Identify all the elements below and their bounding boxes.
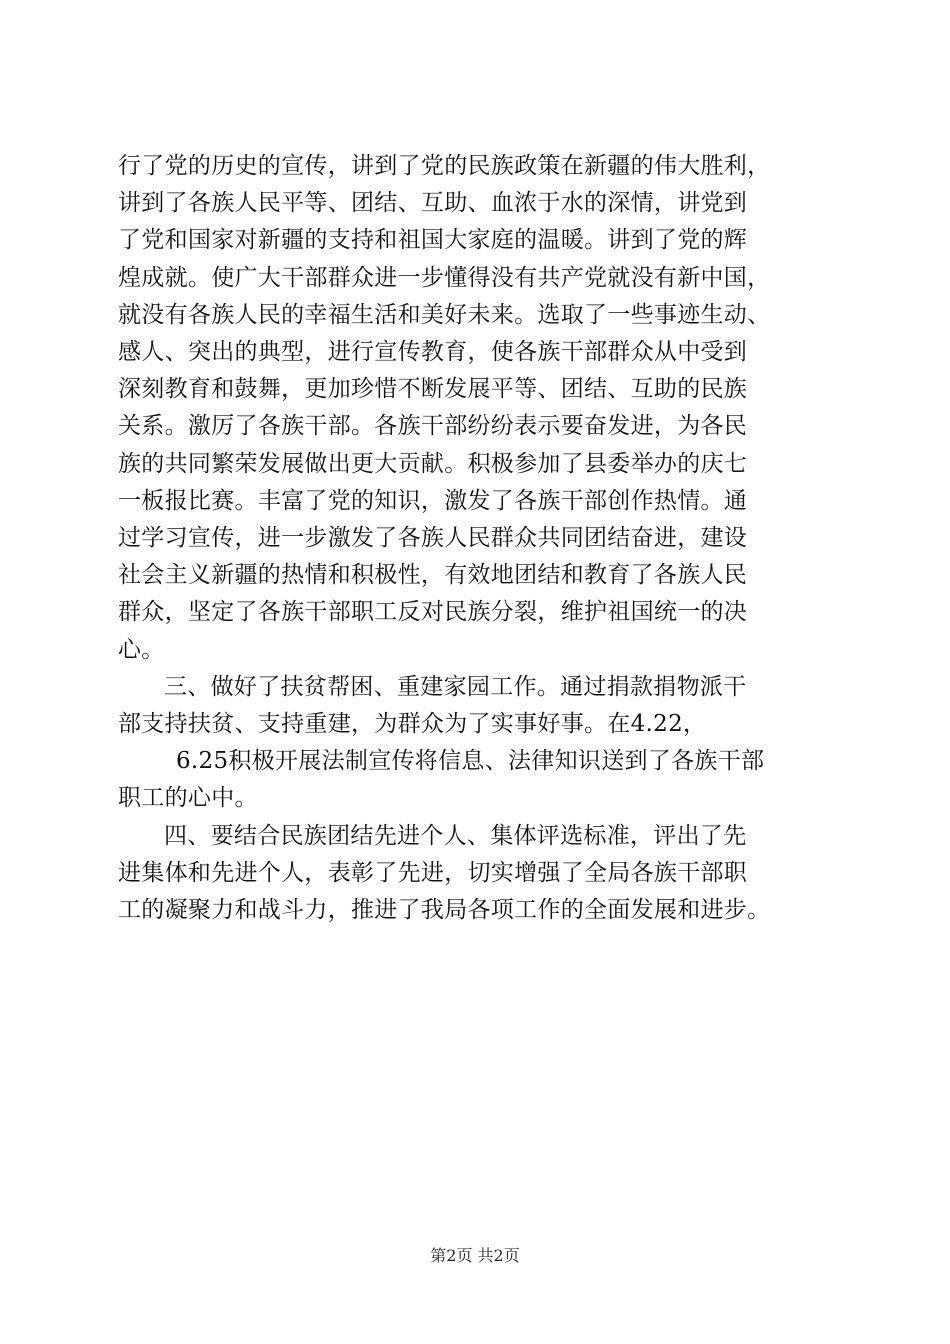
document-body <box>118 148 838 929</box>
text-line: 群众，坚定了各族干部职工反对民族分裂，维护祖国统一的决 <box>118 599 748 626</box>
text-line: 关系。激厉了各族干部。各族干部纷纷表示要奋发进，为各民 <box>118 413 748 440</box>
paragraph-poverty-relief <box>118 669 838 743</box>
text-line: 煌成就。使广大干部群众进一步懂得没有共产党就没有新中国， <box>118 264 771 291</box>
text-line: 三、做好了扶贫帮困、重建家园工作。通过捐款捐物派干 <box>164 673 747 700</box>
text-line: 进集体和先进个人，表彰了先进，切实增强了全局各族干部职 <box>118 859 748 886</box>
text-line: 工的凝聚力和战斗力，推进了我局各项工作的全面发展和进步。 <box>118 897 771 924</box>
text-line: 感人、突出的典型，进行宣传教育，使各族干部群众从中受到 <box>118 339 748 366</box>
text-line: 就没有各族人民的幸福生活和美好未来。选取了一些事迹生动、 <box>118 301 771 328</box>
text-line: 深刻教育和鼓舞，更加珍惜不断发展平等、团结、互助的民族 <box>118 376 748 403</box>
text-line: 部支持扶贫、支持重建，为群众为了实事好事。在4.22， <box>118 711 707 738</box>
text-line: 行了党的历史的宣传，讲到了党的民族政策在新疆的伟大胜利， <box>118 153 771 179</box>
text-line: 族的共同繁荣发展做出更大贡献。积极参加了县委举办的庆七 <box>118 450 748 477</box>
paragraph-ethnic-unity-awards <box>118 818 838 930</box>
text-line: 职工的心中。 <box>118 785 258 812</box>
paragraph-history-propaganda <box>118 148 838 669</box>
page-number-footer: 第2页 共2页 <box>430 1246 520 1265</box>
text-line: 四、要结合民族团结先进个人、集体评选标准，评出了先 <box>164 822 747 849</box>
text-line: 讲到了各族人民平等、团结、互助、血浓于水的深情，讲党到 <box>118 190 748 217</box>
text-line: 过学习宣传，进一步激发了各族人民群众共同团结奋进，建设 <box>118 525 748 552</box>
text-line: 心。 <box>118 636 165 663</box>
text-line: 了党和国家对新疆的支持和祖国大家庭的温暖。讲到了党的辉 <box>118 227 748 254</box>
text-line: 6.25积极开展法制宣传将信息、法律知识送到了各族干部 <box>176 748 765 775</box>
text-line: 一板报比赛。丰富了党的知识，激发了各族干部创作热情。通 <box>118 487 748 514</box>
paragraph-legal-propaganda <box>118 743 838 817</box>
text-line: 社会主义新疆的热情和积极性，有效地团结和教育了各族人民 <box>118 562 748 589</box>
